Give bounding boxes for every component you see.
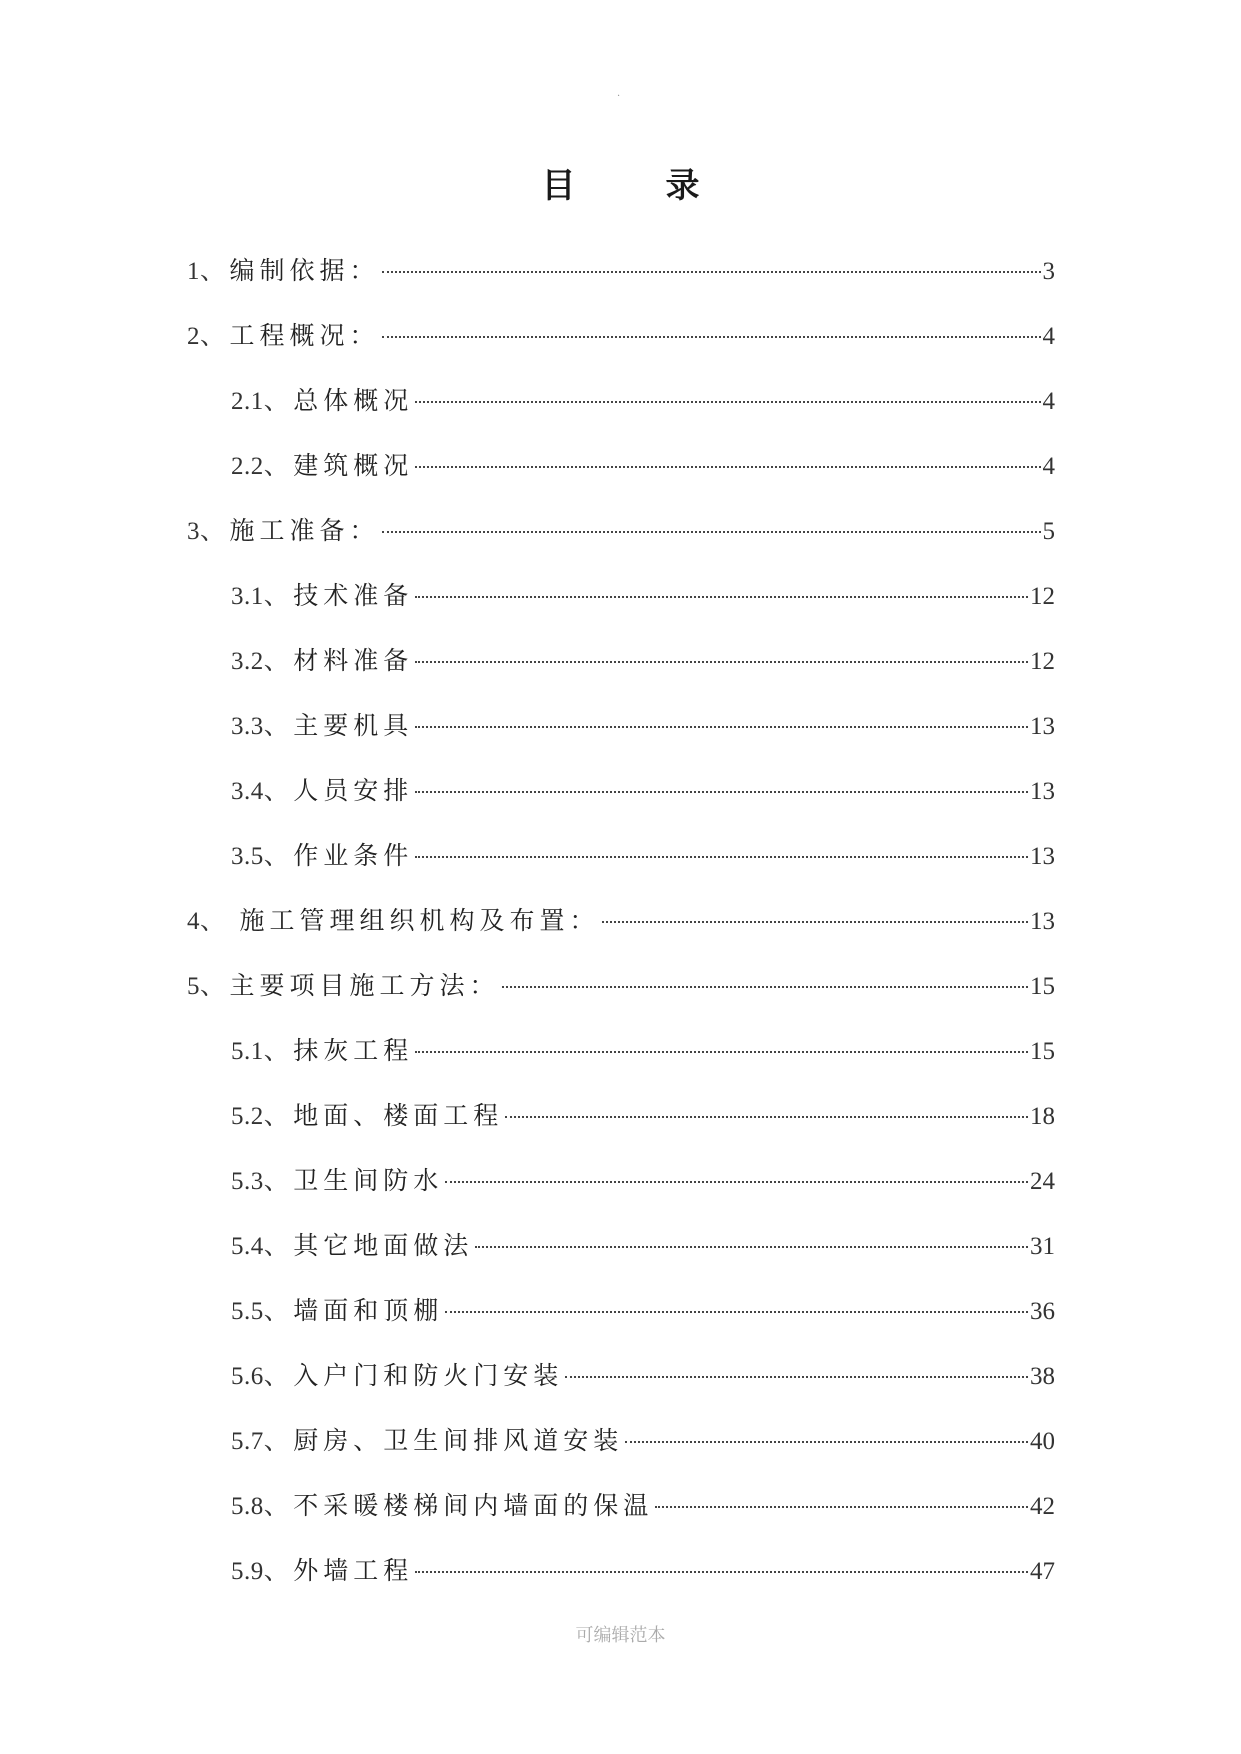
toc-entry[interactable] [187, 514, 1055, 579]
toc-entry[interactable] [187, 904, 1055, 969]
toc-entry-page-number: 40 [1030, 1428, 1055, 1455]
table-of-contents [187, 254, 1055, 1619]
toc-entry[interactable] [187, 1099, 1055, 1164]
toc-dot-leader [602, 921, 1028, 923]
toc-entry-page-number: 4 [1042, 453, 1055, 480]
toc-dot-leader [382, 531, 1041, 533]
toc-dot-leader [445, 1311, 1028, 1313]
header-mark: · [617, 91, 621, 102]
toc-entry-label: 外墙工程 [293, 1556, 414, 1585]
toc-entry-page-number: 36 [1030, 1298, 1055, 1325]
toc-entry-page-number: 12 [1030, 583, 1055, 610]
toc-entry-number: 3、 [187, 518, 226, 545]
title-char-right: 录 [665, 166, 700, 206]
toc-dot-leader [502, 986, 1028, 988]
toc-entry[interactable] [187, 1424, 1055, 1489]
toc-dot-leader [382, 271, 1041, 273]
toc-entry-number: 2.1、 [231, 388, 290, 415]
toc-entry-label: 主要项目施工方法： [229, 971, 500, 1000]
toc-dot-leader [415, 401, 1040, 403]
toc-dot-leader [565, 1376, 1028, 1378]
toc-entry-label: 工程概况： [229, 321, 380, 350]
toc-entry-page-number: 4 [1042, 388, 1055, 415]
toc-entry-label: 厨房、卫生间排风道安装 [293, 1426, 624, 1455]
toc-dot-leader [415, 596, 1028, 598]
toc-entry-number: 4、 [187, 908, 226, 935]
toc-entry-number: 5.2、 [231, 1103, 290, 1130]
toc-entry-number: 5.5、 [231, 1298, 290, 1325]
toc-dot-leader [475, 1246, 1028, 1248]
toc-entry-label: 建筑概况 [293, 451, 414, 480]
toc-entry-number: 5.7、 [231, 1428, 290, 1455]
toc-entry-label: 主要机具 [293, 711, 414, 740]
toc-entry-page-number: 3 [1042, 258, 1055, 285]
toc-entry-label: 入户门和防火门安装 [293, 1361, 564, 1390]
title-char-left: 目 [541, 166, 576, 206]
toc-entry-number: 5、 [187, 973, 226, 1000]
toc-entry-label: 材料准备 [293, 646, 414, 675]
toc-entry-page-number: 15 [1030, 973, 1055, 1000]
toc-dot-leader [415, 1051, 1028, 1053]
toc-entry-number: 2、 [187, 323, 226, 350]
toc-entry[interactable] [187, 1164, 1055, 1229]
toc-entry[interactable] [187, 1034, 1055, 1099]
toc-dot-leader [625, 1441, 1028, 1443]
toc-entry[interactable] [187, 449, 1055, 514]
toc-entry-label: 墙面和顶棚 [293, 1296, 444, 1325]
toc-entry-page-number: 15 [1030, 1038, 1055, 1065]
toc-dot-leader [415, 1571, 1028, 1573]
toc-entry-number: 3.3、 [231, 713, 290, 740]
toc-entry-page-number: 24 [1030, 1168, 1055, 1195]
footer-watermark: 可编辑范本 [575, 1625, 666, 1646]
toc-entry[interactable] [187, 1229, 1055, 1294]
toc-dot-leader [505, 1116, 1028, 1118]
toc-entry[interactable] [187, 254, 1055, 319]
toc-entry[interactable] [187, 384, 1055, 449]
toc-entry[interactable] [187, 644, 1055, 709]
toc-entry[interactable] [187, 319, 1055, 384]
toc-dot-leader [415, 726, 1028, 728]
toc-entry-label: 抹灰工程 [293, 1036, 414, 1065]
toc-entry-number: 5.3、 [231, 1168, 290, 1195]
toc-entry-number: 5.4、 [231, 1233, 290, 1260]
toc-entry-page-number: 5 [1042, 518, 1055, 545]
toc-dot-leader [415, 791, 1028, 793]
toc-entry-label: 人员安排 [293, 776, 414, 805]
toc-entry-page-number: 13 [1030, 908, 1055, 935]
toc-entry-number: 5.1、 [231, 1038, 290, 1065]
toc-entry-label: 作业条件 [293, 841, 414, 870]
toc-entry[interactable] [187, 1489, 1055, 1554]
toc-entry-number: 3.5、 [231, 843, 290, 870]
toc-dot-leader [445, 1181, 1028, 1183]
toc-entry[interactable] [187, 774, 1055, 839]
toc-entry[interactable] [187, 1294, 1055, 1359]
toc-dot-leader [415, 466, 1040, 468]
toc-dot-leader [415, 661, 1028, 663]
page-title [0, 163, 1241, 209]
toc-entry-number: 3.4、 [231, 778, 290, 805]
toc-entry-number: 5.9、 [231, 1558, 290, 1585]
toc-entry-number: 3.2、 [231, 648, 290, 675]
toc-entry-number: 5.8、 [231, 1493, 290, 1520]
toc-dot-leader [382, 336, 1041, 338]
toc-entry-page-number: 13 [1030, 713, 1055, 740]
toc-entry-number: 3.1、 [231, 583, 290, 610]
toc-dot-leader [415, 856, 1028, 858]
toc-entry-number: 1、 [187, 258, 226, 285]
toc-entry-label: 总体概况 [293, 386, 414, 415]
toc-entry-number: 2.2、 [231, 453, 290, 480]
toc-entry-page-number: 12 [1030, 648, 1055, 675]
toc-entry-page-number: 13 [1030, 843, 1055, 870]
toc-entry[interactable] [187, 709, 1055, 774]
toc-entry-label: 施工管理组织机构及布置： [239, 906, 600, 935]
toc-entry-page-number: 18 [1030, 1103, 1055, 1130]
toc-entry-page-number: 47 [1030, 1558, 1055, 1585]
toc-entry-label: 地面、楼面工程 [293, 1101, 504, 1130]
toc-entry-label: 卫生间防水 [293, 1166, 444, 1195]
toc-entry-page-number: 4 [1042, 323, 1055, 350]
toc-entry-page-number: 13 [1030, 778, 1055, 805]
toc-entry-label: 施工准备： [229, 516, 380, 545]
toc-entry[interactable] [187, 969, 1055, 1034]
toc-entry[interactable] [187, 1554, 1055, 1619]
toc-entry-page-number: 31 [1030, 1233, 1055, 1260]
toc-entry-label: 编制依据： [229, 256, 380, 285]
toc-entry-number: 5.6、 [231, 1363, 290, 1390]
toc-dot-leader [655, 1506, 1028, 1508]
toc-entry-page-number: 38 [1030, 1363, 1055, 1390]
toc-entry-label: 技术准备 [293, 581, 414, 610]
toc-entry-label: 其它地面做法 [293, 1231, 474, 1260]
toc-entry[interactable] [187, 579, 1055, 644]
toc-entry-label: 不采暖楼梯间内墙面的保温 [293, 1491, 654, 1520]
toc-entry[interactable] [187, 1359, 1055, 1424]
toc-entry[interactable] [187, 839, 1055, 904]
toc-entry-page-number: 42 [1030, 1493, 1055, 1520]
